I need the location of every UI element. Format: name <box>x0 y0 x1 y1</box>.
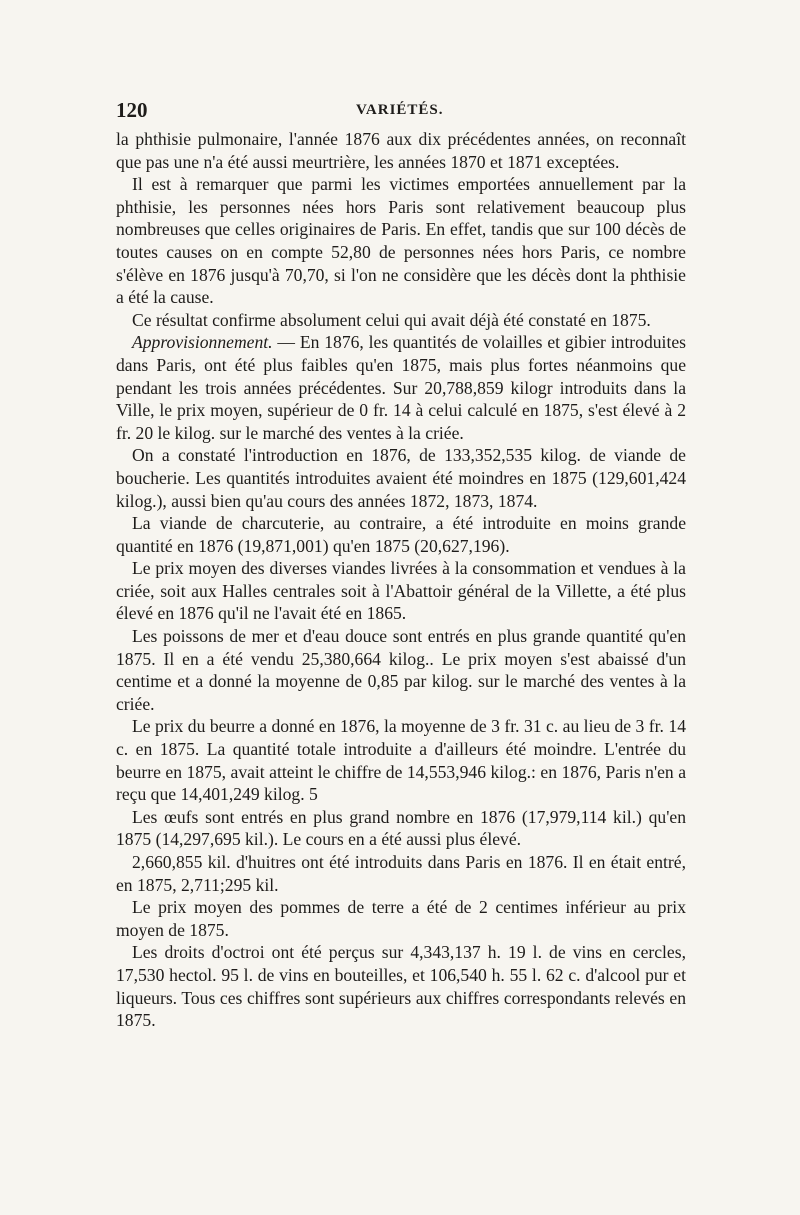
page-header <box>116 98 686 122</box>
paragraph-pommes-de-terre: Le prix moyen des pommes de terre a été de 2 centimes inférieur au prix moyen de 1875. <box>116 897 686 940</box>
paragraph-nes-hors-paris: Il est à remarquer que parmi les victimes emportées annuellement par la phthisie, les personnes nées hors Paris sont relativement beaucoup plus nombreuses que celles originaires de Paris. En effet, tandis que sur 100 décès de toutes causes on en compte 52,80 de personnes nées hors Paris, ce nombre s'élève en 1876 jusqu'à 70,70, si l'on ne considère que les décès dont la phthisie a été la cause. <box>116 174 686 308</box>
body-text <box>116 128 686 1032</box>
section-title: Approvisionnement. <box>132 332 273 353</box>
paragraph-beurre: Le prix du beurre a donné en 1876, la moyenne de 3 fr. 31 c. au lieu de 3 fr. 14 c. en 1875. La quantité totale introduite a d'ailleurs été moindre. L'entrée du beurre en 1875, avait atteint le chiffre de 14,553,946 kilog.: en 1876, Paris n'en a reçu que 14,401,249 kilog. 5 <box>116 716 686 805</box>
paragraph-oeufs: Les œufs sont entrés en plus grand nombre en 1876 (17,979,114 kil.) qu'en 1875 (14,297,695 kil.). Le cours en a été aussi plus élevé. <box>116 806 686 850</box>
paragraph-viande-boucherie: On a constaté l'introduction en 1876, de 133,352,535 kilog. de viande de boucherie. Les quantités introduites avaient été moindres en 1875 (129,601,424 kilog.), aussi bien qu'au cours des années 1872, 1873, 1874. <box>116 445 686 511</box>
section-text: — En 1876, les quantités de volailles et gibier introduites dans Paris, ont été plus faibles qu'en 1875, mais plus fortes néanmoins que pendant les trois années précédentes. Sur 20,788,859 kilogr introduits dans la Ville, le prix moyen, supérieur de 0 fr. 14 à celui calculé en 1875, s'est élevé à 2 fr. 20 le kilog. sur le marché des ventes à la criée. <box>116 332 686 443</box>
paragraph-poissons: Les poissons de mer et d'eau douce sont entrés en plus grande quantité qu'en 1875. Il en a été vendu 25,380,664 kilog.. Le prix moyen s'est abaissé d'un centime et a donné la moyenne de 0,85 par kilog. sur le marché des ventes à la criée. <box>116 626 686 714</box>
paragraph-prix-viandes: Le prix moyen des diverses viandes livrées à la consommation et vendues à la criée, soit aux Halles centrales soit à l'Abattoir général de la Villette, a été plus élevé en 1876 qu'il ne l'avait été en 1865. <box>116 558 686 624</box>
section-approvisionnement <box>116 331 686 444</box>
running-head: VARIÉTÉS. <box>356 102 444 118</box>
paragraph-resultat: Ce résultat confirme absolument celui qui avait déjà été constaté en 1875. <box>132 309 651 330</box>
page-number: 120 <box>116 98 148 122</box>
paragraph-octroi: Les droits d'octroi ont été perçus sur 4,343,137 h. 19 l. de vins en cercles, 17,530 hectol. 95 l. de vins en bouteilles, et 106,540 h. 55 l. 62 c. d'alcool pur et liqueurs. Tous ces chiffres sont supérieurs aux chiffres correspondants relevés en 1875. <box>116 942 686 1031</box>
paragraph-phthisie-continued: la phthisie pulmonaire, l'année 1876 aux dix précédentes années, on reconnaît que pas une n'a été aussi meurtrière, les années 1870 et 1871 exceptées. <box>116 129 686 172</box>
paragraph-charcuterie: La viande de charcuterie, au contraire, a été introduite en moins grande quantité en 1876 (19,871,001) qu'en 1875 (20,627,196). <box>116 513 686 556</box>
paragraph-huitres: 2,660,855 kil. d'huitres ont été introduits dans Paris en 1876. Il en était entré, en 1875, 2,711;295 kil. <box>116 852 686 895</box>
